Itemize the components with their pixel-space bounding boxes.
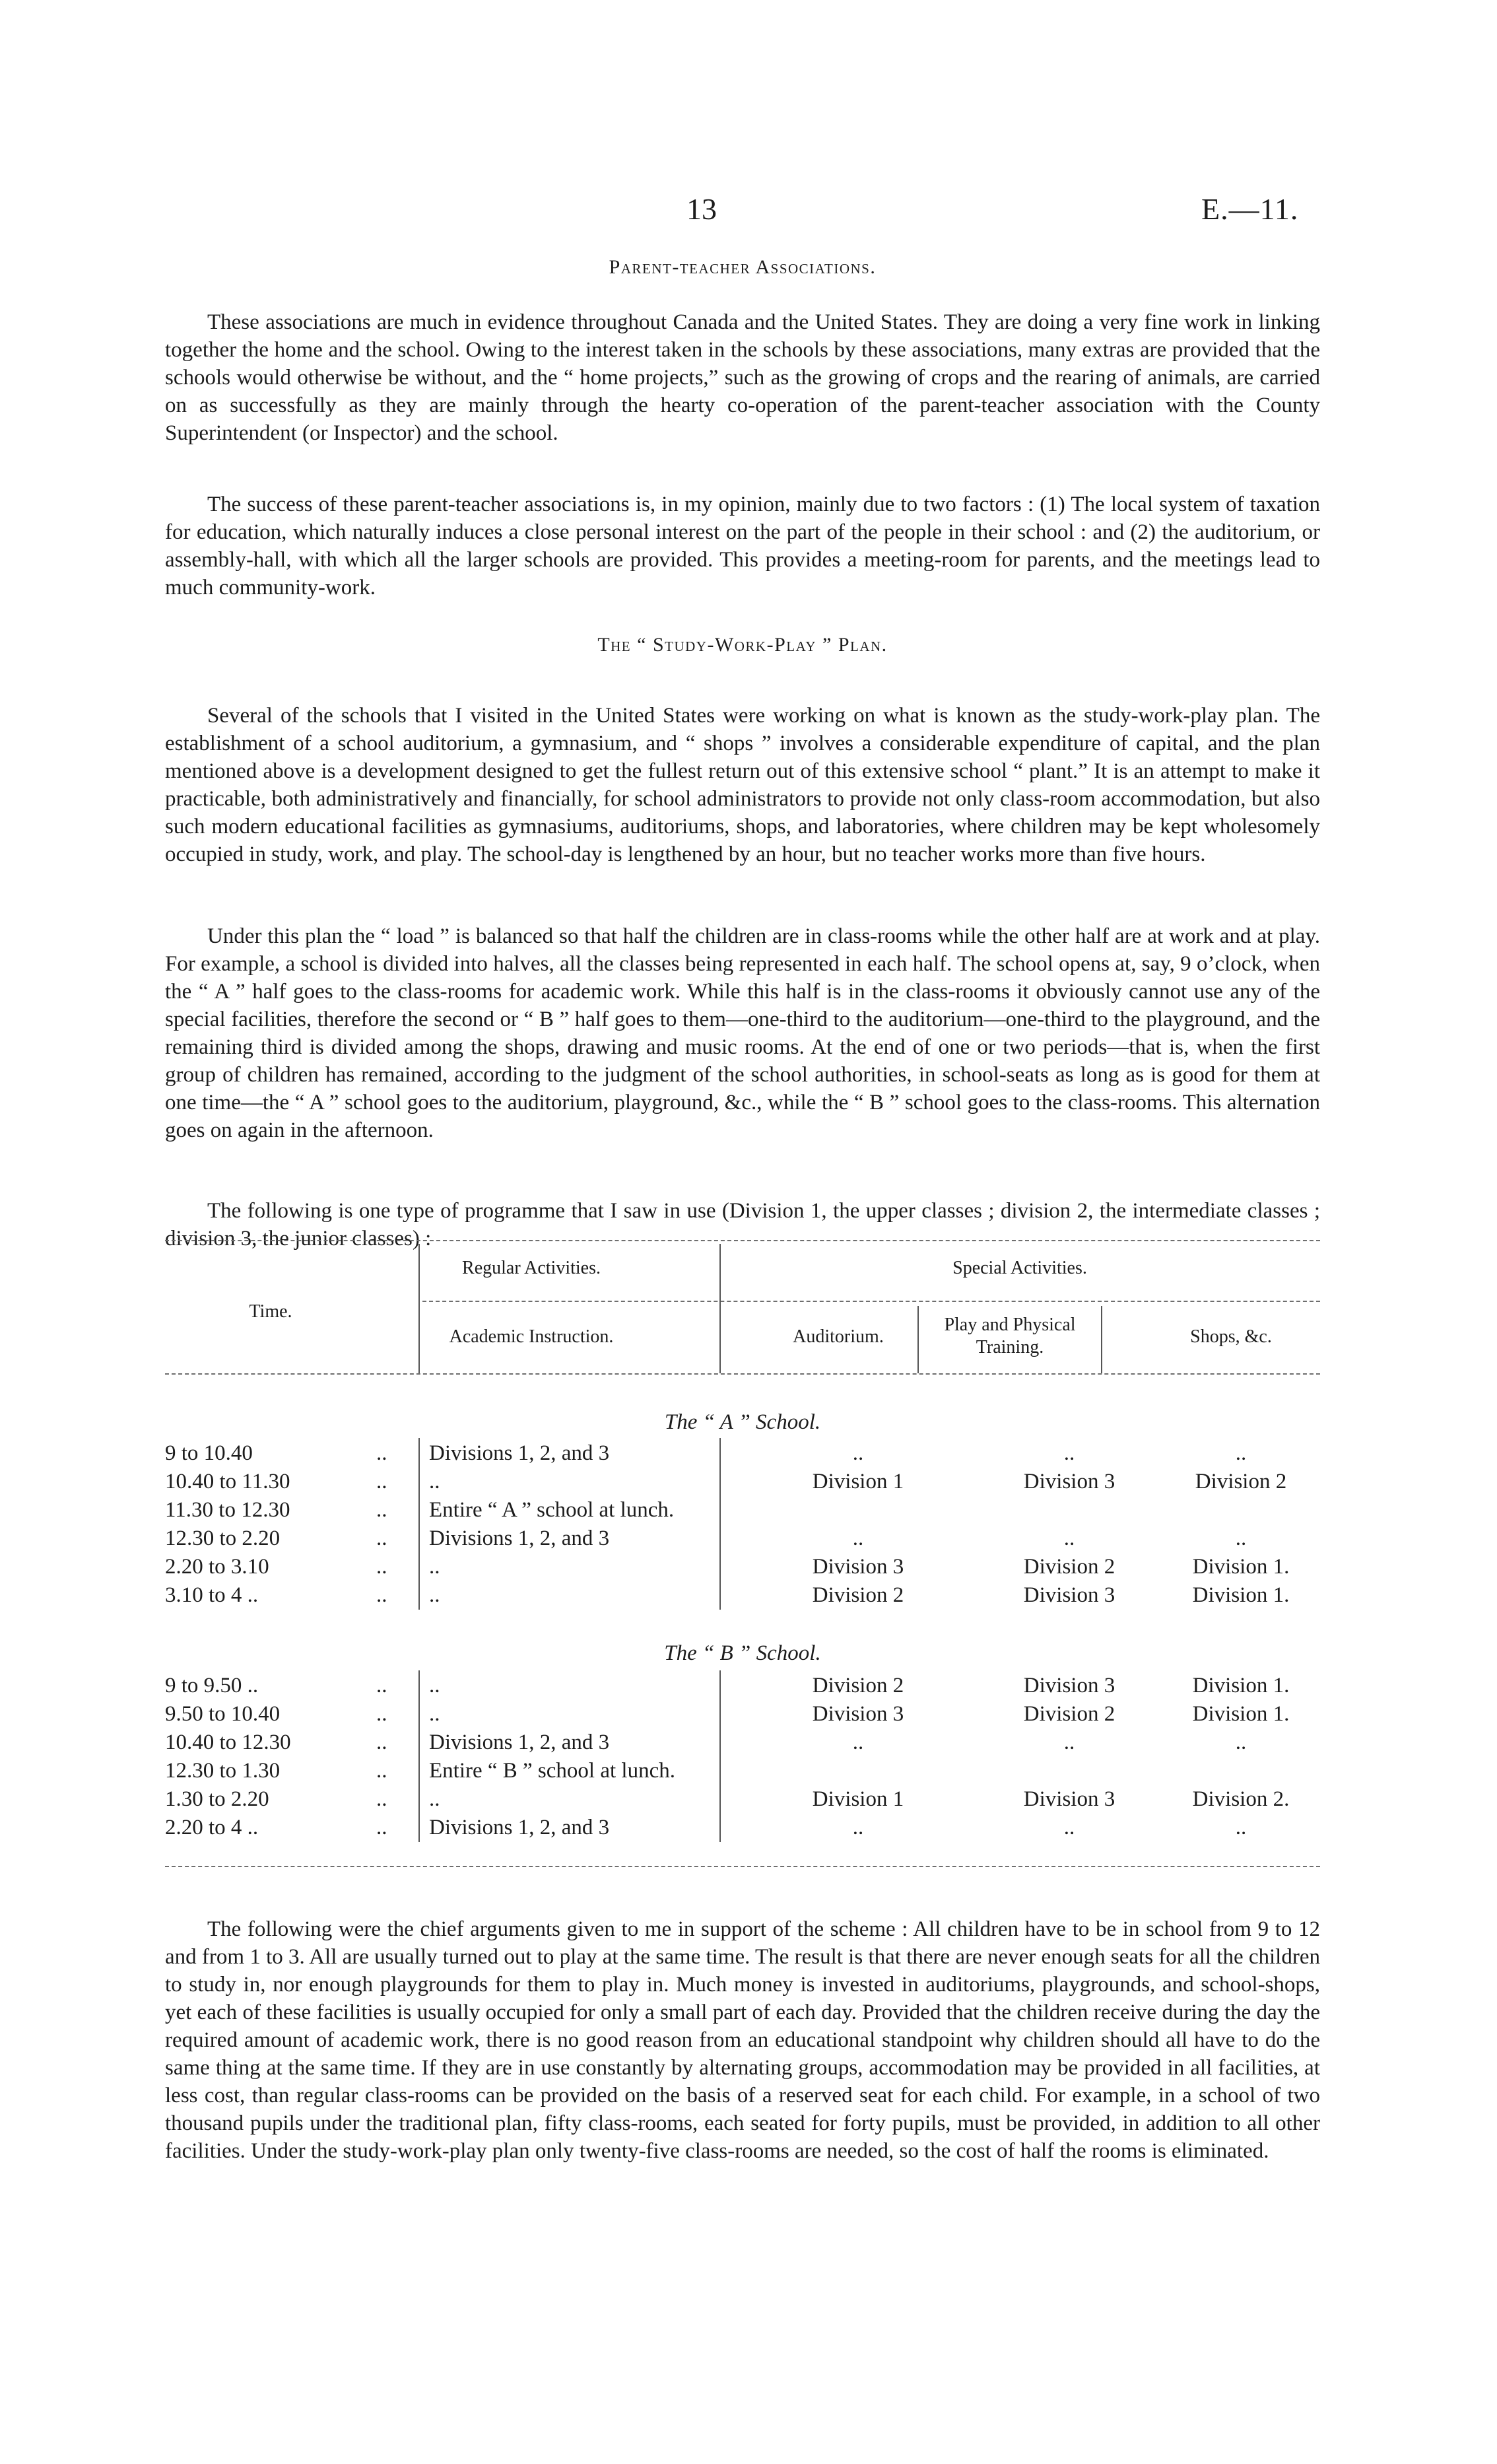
auditorium-cell: ..: [852, 1441, 864, 1465]
table-row: [165, 1524, 1320, 1552]
header-play-physical-training: Play and Physical Training.: [944, 1315, 1076, 1357]
academic-cell: Divisions 1, 2, and 3: [429, 1816, 610, 1839]
header-shops: Shops, &c.: [1190, 1326, 1272, 1347]
table-row: [165, 1728, 1320, 1756]
play-cell: Division 3: [1023, 1470, 1115, 1493]
header-mid-rule: [422, 1301, 1320, 1302]
table-row: [165, 1814, 1320, 1841]
academic-cell: ..: [429, 1583, 440, 1607]
table-row: [165, 1785, 1320, 1813]
heading-parent-teacher: Parent-teacher Associations.: [609, 256, 877, 278]
leader-dots: ..: [376, 1526, 387, 1550]
page-number: 13: [686, 192, 717, 226]
auditorium-cell: Division 1: [812, 1787, 904, 1811]
play-cell: Division 3: [1023, 1583, 1115, 1607]
leader-dots: ..: [376, 1816, 387, 1839]
table-row: [165, 1468, 1320, 1495]
academic-cell: Entire “ B ” school at lunch.: [429, 1759, 675, 1783]
play-cell: ..: [1063, 1441, 1075, 1465]
time-cell: 9 to 9.50 ..: [165, 1674, 259, 1697]
auditorium-cell: ..: [852, 1526, 864, 1550]
auditorium-cell: Division 1: [812, 1470, 904, 1493]
section-title-b-school: The “ B ” School.: [664, 1641, 821, 1665]
heading-study-work-play: The “ Study-Work-Play ” Plan.: [597, 634, 888, 656]
table-row: [165, 1439, 1320, 1467]
paragraph-study-work-play-2: Under this plan the “ load ” is balanced so that half the children are in class-rooms while the other half are at work and at play. For example, a school is divided into halves, all the classes being represented in each half. The school opens at, say, 9 o’clock, when the “ A ” half goes to the class-rooms for academic work. While this half is in the class-rooms it obviously cannot use any of the special facilities, therefore the second or “ B ” half goes to them—one-third to the auditorium—one-third to the playground, and the remaining third is divided among the shops, drawing and music rooms. At the end of one or two periods—that is, when the first group of children has remained, according to the judgment of the school authorities, in school-seats as long as is good for them at one time—the “ A ” school goes to the auditorium, playground, &c., while the “ B ” school goes to the class-rooms. This alternation goes on again in the afternoon.: [165, 924, 1320, 1142]
time-cell: 11.30 to 12.30: [165, 1498, 290, 1522]
auditorium-cell: ..: [852, 1816, 864, 1839]
programme-timetable: [165, 1240, 1320, 1874]
time-cell: 12.30 to 1.30: [165, 1759, 281, 1783]
academic-cell: Divisions 1, 2, and 3: [429, 1526, 610, 1550]
leader-dots: ..: [376, 1498, 387, 1522]
time-cell: 3.10 to 4 ..: [165, 1583, 259, 1607]
leader-dots: ..: [376, 1787, 387, 1811]
shops-cell: Division 2.: [1192, 1787, 1290, 1811]
academic-cell: Divisions 1, 2, and 3: [429, 1730, 610, 1754]
auditorium-cell: Division 3: [812, 1555, 904, 1579]
paragraph-parent-teacher-2: The success of these parent-teacher associations is, in my opinion, mainly due to two factors : (1) The local system of taxation for education, which naturally induces a close personal interest on the part of the people in their school : and (2) the auditorium, or assembly-hall, with which all the larger schools are provided. This provides a meeting-room for parents, and the meetings lead to much community-work.: [165, 493, 1320, 599]
time-cell: 9.50 to 10.40: [165, 1702, 281, 1726]
shops-cell: ..: [1235, 1441, 1247, 1465]
body-divider-b-2: [719, 1670, 721, 1842]
auditorium-cell: Division 2: [812, 1583, 904, 1607]
paragraph-parent-teacher-1: These associations are much in evidence throughout Canada and the United States. They are doing a very fine work in linking together the home and the school. Owing to the interest taken in the schools by these associations, many extras are provided that the schools would otherwise be without, and the “ home projects,” such as the growing of crops and the rearing of animals, are carried on as successfully as they are mainly through the hearty co-operation of the parent-teacher association with the County Superintendent (or Inspector) and the school.: [165, 310, 1320, 445]
table-top-rule: [165, 1240, 1320, 1241]
header-regular-activities: Regular Activities.: [462, 1258, 601, 1278]
academic-cell: ..: [429, 1555, 440, 1579]
header-divider-time: [418, 1244, 420, 1373]
header-divider-play: [1101, 1306, 1102, 1373]
academic-cell: ..: [429, 1470, 440, 1493]
header-divider-auditorium: [917, 1306, 919, 1373]
table-row: [165, 1553, 1320, 1581]
table-bottom-rule: [165, 1866, 1320, 1867]
play-cell: Division 2: [1023, 1555, 1115, 1579]
play-cell: Division 3: [1023, 1674, 1115, 1697]
body-divider-a-1: [418, 1438, 420, 1610]
table-row: [165, 1496, 1320, 1524]
time-cell: 9 to 10.40: [165, 1441, 253, 1465]
section-title-a-school: The “ A ” School.: [664, 1410, 821, 1434]
leader-dots: ..: [376, 1470, 387, 1493]
leader-dots: ..: [376, 1759, 387, 1783]
table-row: [165, 1700, 1320, 1728]
leader-dots: ..: [376, 1674, 387, 1697]
academic-cell: ..: [429, 1787, 440, 1811]
body-divider-a-2: [719, 1438, 721, 1610]
header-time: Time.: [249, 1301, 292, 1322]
paragraph-study-work-play-4: The following were the chief arguments given to me in support of the scheme : All children have to be in school from 9 to 12 and from 1 to 3. All are usually turned out to play at the same time. The result is that there are never enough seats for all the children to study in, nor enough playgrounds for them to play in. Much money is invested in auditoriums, playgrounds, and school-shops, yet each of these facilities is usually occupied for only a small part of each day. Provided that the children receive during the day the required amount of academic work, there is no good reason from an educational standpoint why children should all have to do the same thing at the same time. If they are in use constantly by alternating groups, accommodation may be provided in all facilities, at less cost, than regular class-rooms can be provided on the basis of a reserved seat for each child. For example, in a school of two thousand pupils under the traditional plan, fifty class-rooms, each seated for forty pupils, must be provided, in addition to all other facilities. Under the study-work-play plan only twenty-five class-rooms are needed, so the cost of half the rooms is eliminated.: [165, 1917, 1320, 2163]
paragraph-study-work-play-1: Several of the schools that I visited in the United States were working on what is known as the study-work-play plan. The establishment of a school auditorium, a gymnasium, and “ shops ” involves a considerable expenditure of capital, and the plan mentioned above is a development designed to get the fullest return out of this extensive school “ plant.” It is an attempt to make it practicable, both administratively and financially, for school administrators to provide not only class-room accommodation, but also such modern educational facilities as gymnasiums, auditoriums, shops, and laboratories, where children may be kept wholesomely occupied in study, work, and play. The school-day is lengthened by an hour, but no teacher works more than five hours.: [165, 704, 1320, 866]
shops-cell: ..: [1235, 1526, 1247, 1550]
header-special-activities: Special Activities.: [952, 1258, 1087, 1278]
time-cell: 2.20 to 3.10: [165, 1555, 269, 1579]
time-cell: 10.40 to 11.30: [165, 1470, 290, 1493]
time-cell: 2.20 to 4 ..: [165, 1816, 259, 1839]
play-cell: ..: [1063, 1526, 1075, 1550]
auditorium-cell: Division 3: [812, 1702, 904, 1726]
play-cell: Division 3: [1023, 1787, 1115, 1811]
academic-cell: Entire “ A ” school at lunch.: [429, 1498, 675, 1522]
header-academic-instruction: Academic Instruction.: [449, 1326, 614, 1347]
header-bottom-rule: [165, 1373, 1320, 1375]
time-cell: 1.30 to 2.20: [165, 1787, 269, 1811]
body-divider-b-1: [418, 1670, 420, 1842]
leader-dots: ..: [376, 1730, 387, 1754]
header-divider-regular: [719, 1244, 721, 1373]
leader-dots: ..: [376, 1555, 387, 1579]
academic-cell: ..: [429, 1674, 440, 1697]
leader-dots: ..: [376, 1441, 387, 1465]
table-row: [165, 1757, 1320, 1785]
auditorium-cell: ..: [852, 1730, 864, 1754]
header-auditorium: Auditorium.: [793, 1326, 884, 1347]
play-cell: ..: [1063, 1730, 1075, 1754]
shops-cell: Division 2: [1195, 1470, 1287, 1493]
table-row: [165, 1581, 1320, 1609]
auditorium-cell: Division 2: [812, 1674, 904, 1697]
leader-dots: ..: [376, 1583, 387, 1607]
shops-cell: Division 1.: [1192, 1702, 1290, 1726]
shops-cell: Division 1.: [1192, 1674, 1290, 1697]
paragraph-study-work-play-3: The following is one type of programme that I saw in use (Division 1, the upper classes ; division 2, the intermediate classes ; division 3, the junior classes) :: [165, 1199, 1320, 1250]
shops-cell: ..: [1235, 1730, 1247, 1754]
time-cell: 12.30 to 2.20: [165, 1526, 281, 1550]
leader-dots: ..: [376, 1702, 387, 1726]
play-cell: Division 2: [1023, 1702, 1115, 1726]
shops-cell: Division 1.: [1192, 1583, 1290, 1607]
session-reference: E.—11.: [1201, 192, 1299, 226]
table-row: [165, 1672, 1320, 1699]
academic-cell: ..: [429, 1702, 440, 1726]
shops-cell: Division 1.: [1192, 1555, 1290, 1579]
play-cell: ..: [1063, 1816, 1075, 1839]
shops-cell: ..: [1235, 1816, 1247, 1839]
time-cell: 10.40 to 12.30: [165, 1730, 291, 1754]
academic-cell: Divisions 1, 2, and 3: [429, 1441, 610, 1465]
